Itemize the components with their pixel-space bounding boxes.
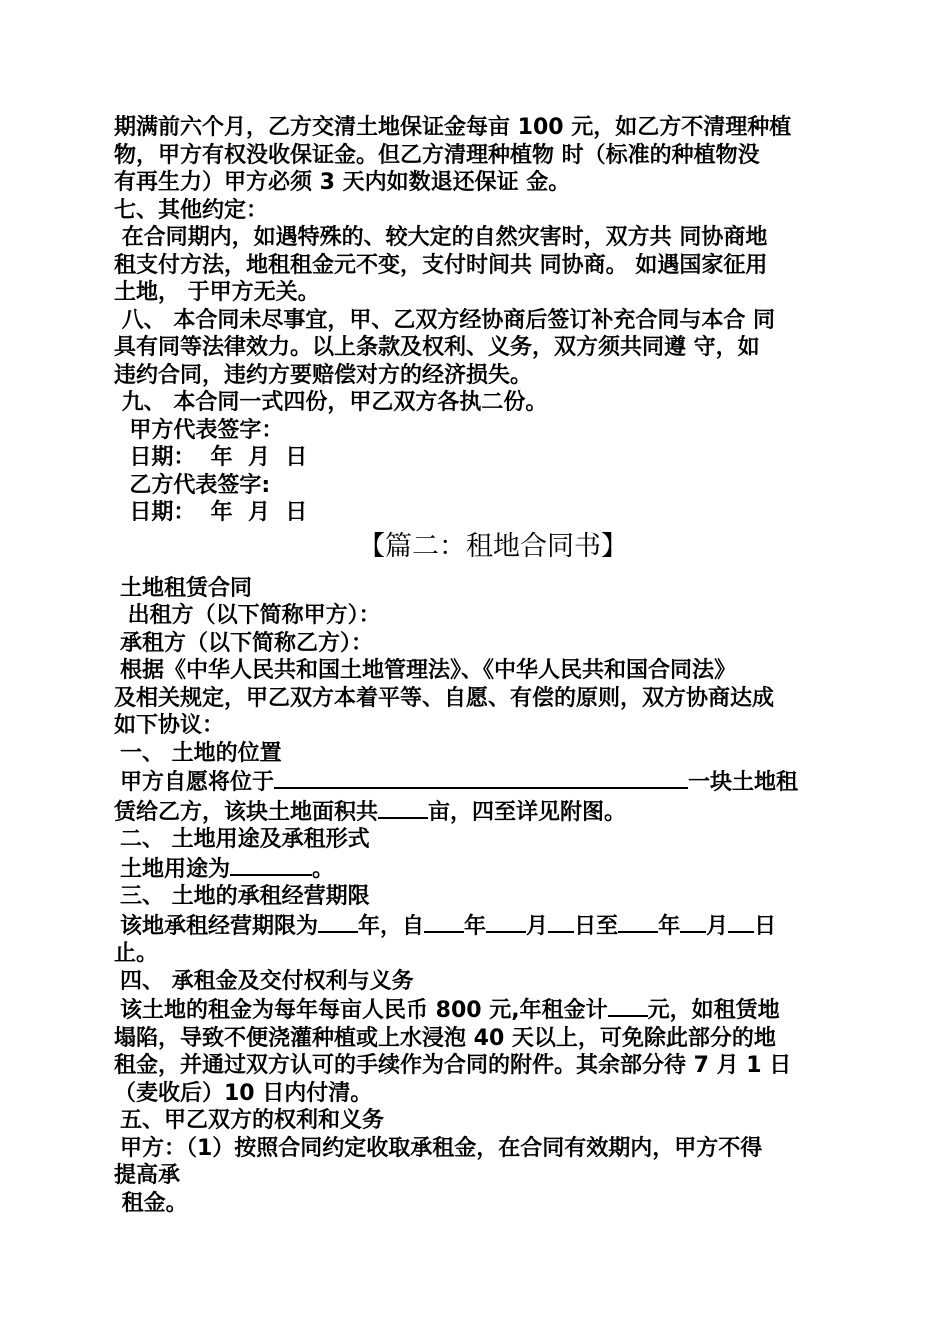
date-line: 日期： 年 月 日: [114, 500, 308, 525]
party-b-signature-line: 乙方代表签字:: [114, 472, 271, 498]
text-line: [114, 854, 844, 884]
text-line: 九、 本合同一式四份，甲乙双方各执二份。: [114, 390, 548, 415]
text-line: 期满前六个月，乙方交清土地保证金每亩 100 元，如乙方不清理种植: [114, 115, 792, 140]
fill-in-blank: [424, 911, 464, 933]
text-line: 八、 本合同未尽事宜，甲、乙双方经协商后签订补充合同与本合 同: [114, 307, 775, 333]
lessee-line: 承租方（以下简称乙方）：: [120, 630, 374, 656]
text-fragment: 月: [706, 913, 729, 939]
text-fragment: 一块土地租: [688, 770, 799, 795]
text-line: 及相关规定，甲乙双方本着平等、自愿、有偿的原则，双方协商达成: [114, 685, 775, 711]
text-line: [114, 911, 844, 941]
text-fragment: 。: [312, 856, 335, 882]
lessor-line: 出租方（以下简称甲方）：: [120, 603, 381, 628]
text-line: 物，甲方有权没收保证金。但乙方清理种植物 时（标准的种植物没: [114, 142, 760, 168]
text-fragment: 该土地的租金为每年每亩人民币 800 元,年租金计: [120, 998, 608, 1023]
text-line: 具有同等法律效力。以上条款及权利、义务，双方须共同遵 守，如: [114, 335, 760, 360]
text-line: 违约合同，违约方要赔偿对方的经济损失。: [114, 362, 533, 388]
text-line: [114, 995, 844, 1025]
clause-heading-rights: 五、甲乙双方的权利和义务: [120, 1108, 385, 1133]
text-line: 塌陷，导致不便浇灌种植或上水浸泡 40 天以上，可免除此部分的地: [114, 1025, 776, 1051]
text-fragment: 日: [754, 913, 777, 939]
text-fragment: 赁给乙方，该块土地面积共: [114, 799, 379, 825]
fill-in-blank: [486, 911, 526, 933]
text-fragment: 甲方自愿将位于: [120, 770, 275, 795]
clause-heading-term: 三、 土地的承租经营期限: [120, 884, 370, 909]
fill-in-blank: [548, 911, 574, 933]
text-line: 止。: [114, 941, 159, 966]
text-fragment: 土地用途为: [120, 856, 231, 882]
clause-heading-usage: 二、 土地用途及承租形式: [120, 827, 370, 852]
text-line: 如下协议：: [114, 713, 225, 738]
fill-in-blank: [274, 767, 688, 789]
date-line: 日期： 年 月 日: [114, 445, 308, 470]
fill-in-blank: [618, 911, 658, 933]
text-line: 租支付方法，地租租金元不变，支付时间共 同协商。 如遇国家征用: [114, 252, 768, 278]
text-fragment: 日至: [574, 913, 619, 939]
text-line: 在合同期内，如遇特殊的、较大定的自然灾害时，双方共 同协商地: [114, 225, 768, 250]
text-fragment: 年: [658, 913, 681, 939]
text-line: 甲方：（1）按照合同约定收取承租金，在合同有效期内，甲方不得: [120, 1135, 763, 1161]
text-line: 租金，并通过双方认可的手续作为合同的附件。其余部分待 7 月 1 日: [114, 1053, 792, 1078]
text-line: 提高承: [114, 1163, 181, 1188]
section-title: 【篇二：租地合同书】: [358, 530, 628, 562]
text-line: 土地， 于甲方无关。: [114, 280, 320, 305]
fill-in-blank: [230, 854, 312, 876]
text-line: （麦收后）10 日内付清。: [114, 1080, 373, 1106]
text-line: 有再生力）甲方必须 3 天内如数退还保证 金。: [114, 170, 571, 195]
text-line: 根据《中华人民共和国土地管理法》、《中华人民共和国合同法》: [120, 658, 737, 683]
clause-heading-rent: 四、 承租金及交付权利与义务: [120, 968, 414, 994]
fill-in-blank: [378, 797, 428, 819]
text-fragment: 年: [464, 913, 487, 939]
text-fragment: 月: [526, 913, 549, 939]
text-line: [114, 767, 844, 797]
party-a-signature-line: 甲方代表签字：: [114, 417, 284, 443]
contract-title: 土地租赁合同: [120, 575, 253, 601]
fill-in-blank: [680, 911, 706, 933]
text-fragment: 年，自: [358, 913, 425, 939]
document-page: [114, 114, 844, 1217]
fill-in-blank: [728, 911, 754, 933]
text-line: [114, 797, 844, 827]
text-line: 租金。: [114, 1190, 188, 1216]
clause-heading-location: 一、 土地的位置: [120, 740, 282, 766]
section-heading-other-terms: 七、其他约定：: [114, 197, 269, 223]
fill-in-blank: [608, 995, 648, 1017]
fill-in-blank: [318, 911, 358, 933]
text-fragment: 元，如租赁地: [647, 998, 780, 1023]
text-fragment: 亩，四至详见附图。: [428, 799, 627, 825]
text-fragment: 该地承租经营期限为: [120, 913, 319, 939]
